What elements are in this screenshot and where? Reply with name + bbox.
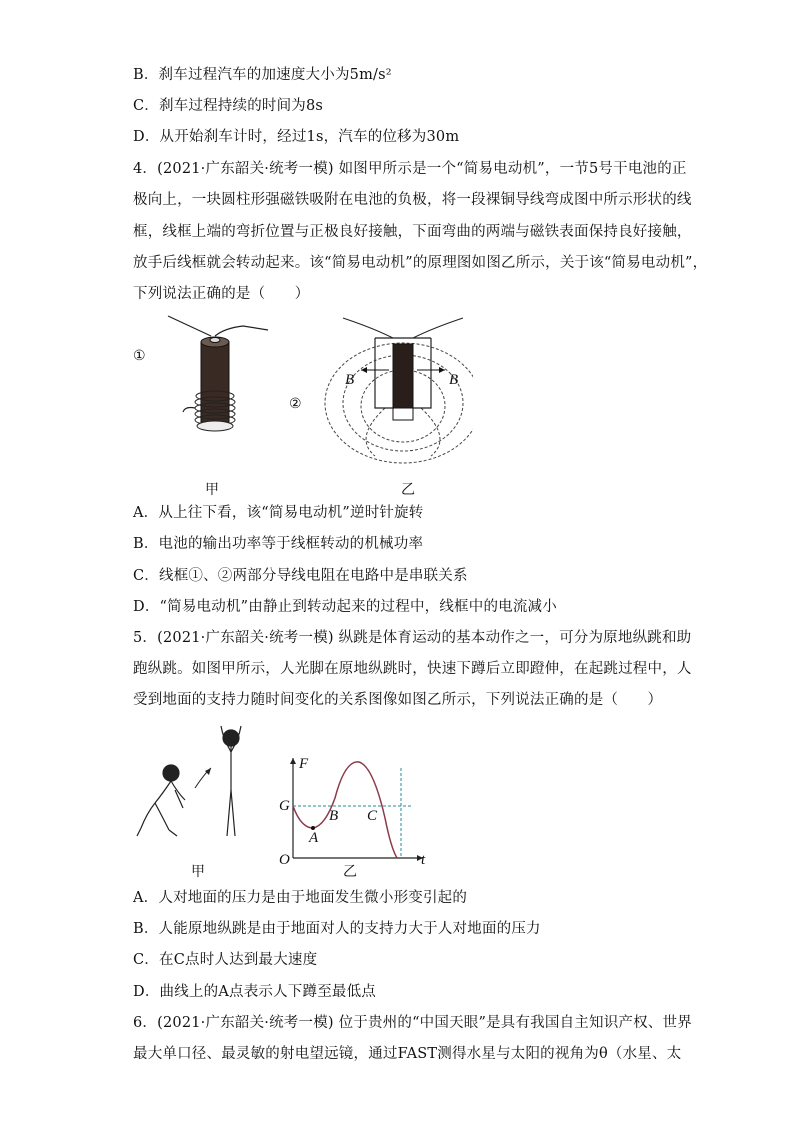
- field-diagram-yi: [325, 318, 473, 463]
- option-a-q4: A．从上往下看，该“简易电动机”逆时针旋转: [133, 505, 424, 521]
- question-5-stem-line2: 跑纵跳。如图甲所示，人光脚在原地纵跳时，快速下蹲后立即蹬伸，在起跳过程中，人: [133, 661, 692, 677]
- question-4-stem-line2: 极向上，一块圆柱形强磁铁吸附在电池的负极，将一段裸铜导线弯成图中所示形状的线: [133, 192, 692, 208]
- option-c-q5: C．在C点时人达到最大速度: [133, 952, 318, 968]
- question-4-stem-line3: 框，线框上端的弯折位置与正极良好接触，下面弯曲的两端与磁铁表面保持良好接触，: [133, 224, 692, 240]
- caption-yi-1: 乙: [401, 482, 415, 498]
- marker-circle-1: ①: [133, 348, 146, 364]
- question-4-stem-line4: 放手后线框就会转动起来。该“简易电动机”的原理图如图乙所示，关于该“简易电动机”，: [133, 255, 708, 271]
- figure-simple-motor: [133, 308, 473, 498]
- question-4-stem-line1: 4．(2021·广东韶关·统考一模) 如图甲所示是一个“简易电动机”，一节5号干电池的正: [133, 161, 687, 177]
- marker-circle-2: ②: [289, 396, 302, 412]
- question-6-stem-line1: 6．(2021·广东韶关·统考一模) 位于贵州的“中国天眼”是具有我国自主知识产权、世界: [133, 1015, 692, 1031]
- option-c-q3: C．刹车过程持续的时间为8s: [133, 98, 324, 114]
- axis-label-t: t: [421, 852, 426, 868]
- motor-drawings: [133, 308, 473, 478]
- figure-vertical-jump: [133, 718, 433, 883]
- point-a-label: A: [309, 830, 319, 846]
- option-b-q5: B．人能原地纵跳是由于地面对人的支持力大于人对地面的压力: [133, 921, 541, 937]
- field-label-b-right: B: [449, 372, 459, 388]
- origin-label: O: [279, 852, 290, 868]
- question-5-stem-line3: 受到地面的支持力随时间变化的关系图像如图乙所示，下列说法正确的是（ ）: [133, 692, 663, 708]
- crouching-person-drawing: [137, 765, 185, 836]
- point-b-label: B: [329, 808, 339, 824]
- question-4-stem-line5: 下列说法正确的是（ ）: [133, 286, 310, 302]
- option-d-q3: D．从开始刹车计时，经过1s，汽车的位移为30m: [133, 129, 460, 145]
- question-5-stem-line1: 5．(2021·广东韶关·统考一模) 纵跳是体育运动的基本动作之一，可分为原地纵跳和助: [133, 630, 692, 646]
- option-d-q4: D．“简易电动机”由静止到转动起来的过程中，线框中的电流减小: [133, 599, 557, 615]
- caption-yi-2: 乙: [343, 864, 357, 880]
- battery-jia-drawing: [168, 316, 268, 431]
- caption-jia-2: 甲: [191, 864, 205, 880]
- option-b-q4: B．电池的输出功率等于线框转动的机械功率: [133, 536, 424, 552]
- g-level-label: G: [279, 798, 290, 814]
- jumping-person-drawing: [221, 726, 241, 836]
- axis-label-f: F: [299, 756, 309, 772]
- option-a-q5: A．人对地面的压力是由于地面发生微小形变引起的: [133, 890, 468, 906]
- option-d-q5: D．曲线上的A点表示人下蹲至最低点: [133, 984, 376, 1000]
- field-label-b-left: B: [345, 372, 355, 388]
- option-c-q4: C．线框①、②两部分导线电阻在电路中是串联关系: [133, 568, 468, 584]
- question-6-stem-line2: 最大单口径、最灵敏的射电望远镜，通过FAST测得水星与太阳的视角为θ（水星、太: [133, 1046, 682, 1062]
- caption-jia-1: 甲: [205, 482, 219, 498]
- point-c-label: C: [367, 808, 378, 824]
- option-b-q3: B．刹车过程汽车的加速度大小为5m/s²: [133, 67, 392, 83]
